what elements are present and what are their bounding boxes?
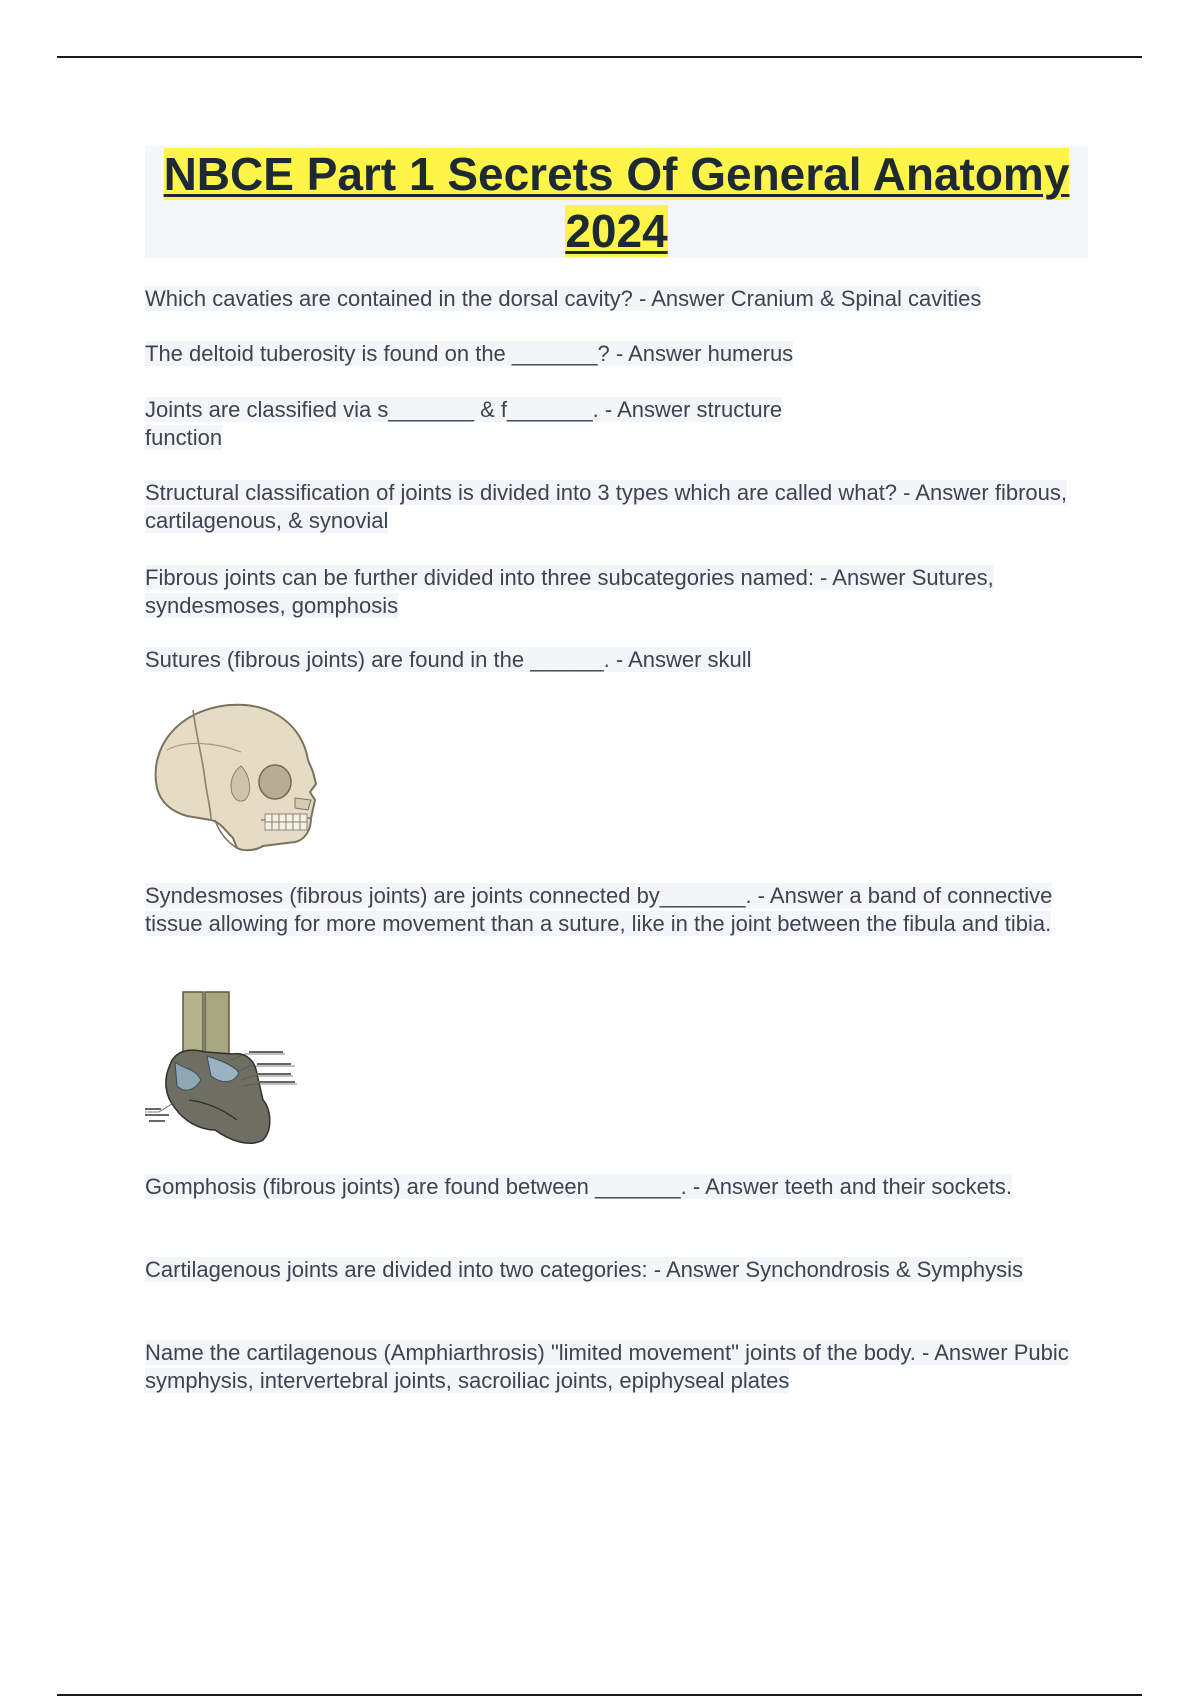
qa-item: Which cavaties are contained in the dorsal cavity? - Answer Cranium & Spinal cavities [145,286,982,311]
qa-item: Sutures (fibrous joints) are found in the ______. - Answer skull [145,647,752,672]
qa-item: Syndesmoses (fibrous joints) are joints connected by_______. - Answer a band of connective tissue allowing for more movement than a suture, like in the joint between the fibula and tibia. [145,883,1053,936]
skull-illustration [145,700,330,855]
qa-item: Cartilagenous joints are divided into two categories: - Answer Synchondrosis & Symphysis [145,1257,1023,1282]
qa-item: Joints are classified via s_______ & f_______. - Answer structure function [145,397,783,450]
bottom-rule [57,1694,1142,1696]
qa-item: The deltoid tuberosity is found on the _______? - Answer humerus [145,341,794,366]
qa-item: Structural classification of joints is divided into 3 types which are called what? - Answer fibrous, cartilagenous, & synovial [145,480,1067,533]
ankle-joint-illustration [145,990,330,1150]
qa-item: Fibrous joints can be further divided into three subcategories named: - Answer Sutures, syndesmoses, gomphosis [145,565,994,618]
qa-item: Gomphosis (fibrous joints) are found between _______. - Answer teeth and their sockets. [145,1174,1013,1199]
qa-item: Name the cartilagenous (Amphiarthrosis) "limited movement" joints of the body. - Answer Pubic symphysis, intervertebral joints, sacroiliac joints, epiphyseal plates [145,1340,1069,1393]
top-rule [57,56,1142,58]
document-title: NBCE Part 1 Secrets Of General Anatomy 2024 [163,148,1070,257]
title-block [145,146,1088,258]
